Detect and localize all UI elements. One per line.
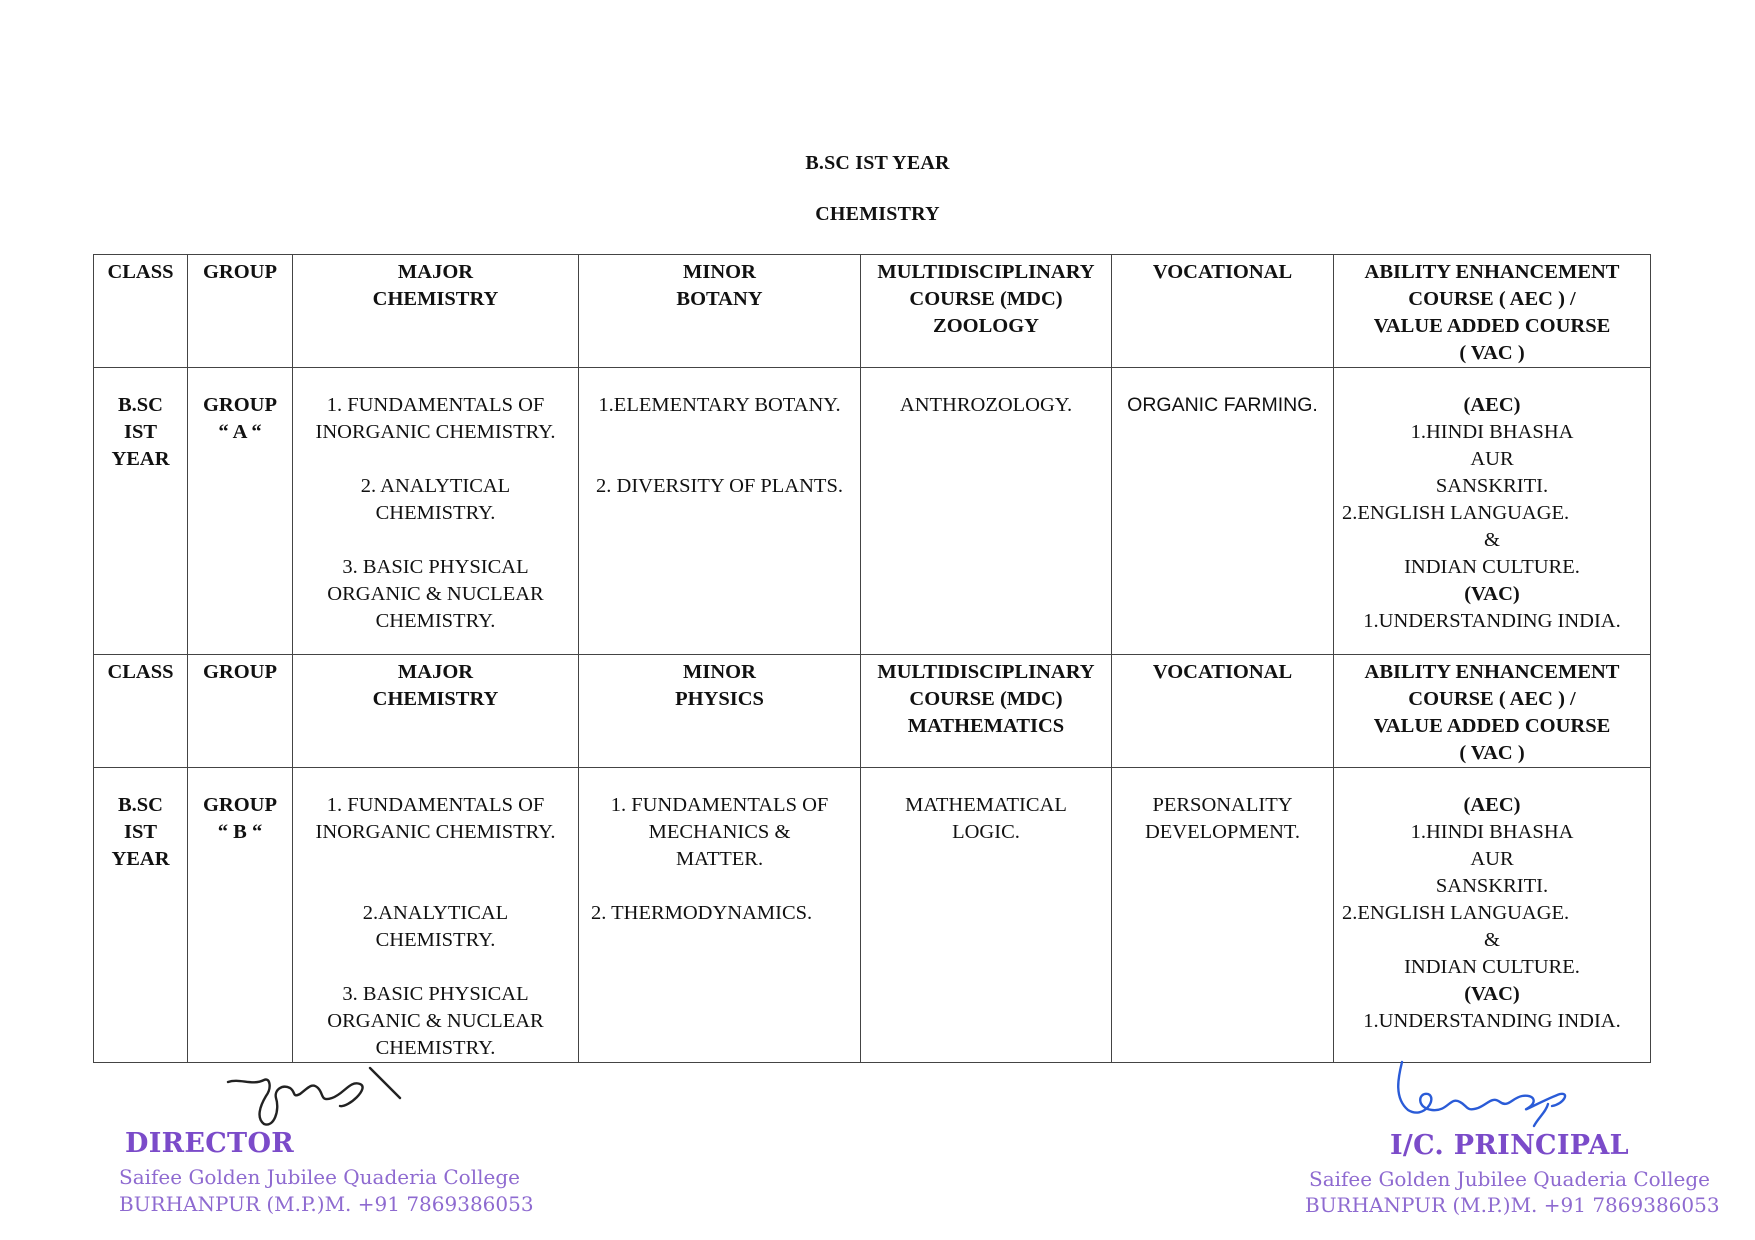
group-cell: GROUP “ A “: [188, 368, 293, 655]
header-class: CLASS: [94, 655, 188, 768]
header-aec-vac: ABILITY ENHANCEMENT COURSE ( AEC ) / VALUE ADDED COURSE ( VAC ): [1334, 255, 1651, 368]
class-cell: B.SC IST YEAR: [94, 368, 188, 655]
major-courses-cell: 1. FUNDAMENTALS OF INORGANIC CHEMISTRY. 2. ANALYTICAL CHEMISTRY. 3. BASIC PHYSICAL ORGANIC & NUCLEAR CHEMISTRY.: [293, 368, 579, 655]
principal-title: I/C. PRINCIPAL: [1390, 1130, 1629, 1161]
director-address: BURHANPUR (M.P.)M. +91 7869386053: [119, 1192, 534, 1216]
header-major: MAJOR CHEMISTRY: [293, 655, 579, 768]
group-a-row: [94, 368, 1651, 655]
header-vocational: VOCATIONAL: [1112, 255, 1334, 368]
header-group: GROUP: [188, 655, 293, 768]
document-title: B.SC IST YEAR: [805, 152, 950, 174]
header-mdc: MULTIDISCIPLINARY COURSE (MDC) MATHEMATICS: [861, 655, 1112, 768]
header-class: CLASS: [94, 255, 188, 368]
aec-vac-courses-cell: (AEC) 1.HINDI BHASHA AUR SANSKRITI. 2.ENGLISH LANGUAGE. & INDIAN CULTURE. (VAC) 1.UNDERSTANDING INDIA.: [1334, 768, 1651, 1063]
header-mdc: MULTIDISCIPLINARY COURSE (MDC) ZOOLOGY: [861, 255, 1112, 368]
header-group: GROUP: [188, 255, 293, 368]
header-aec-vac: ABILITY ENHANCEMENT COURSE ( AEC ) / VALUE ADDED COURSE ( VAC ): [1334, 655, 1651, 768]
vocational-course-cell: PERSONALITY DEVELOPMENT.: [1112, 768, 1334, 1063]
group-b-row: [94, 768, 1651, 1063]
header-vocational: VOCATIONAL: [1112, 655, 1334, 768]
class-cell: B.SC IST YEAR: [94, 768, 188, 1063]
aec-vac-courses-cell: (AEC) 1.HINDI BHASHA AUR SANSKRITI. 2.ENGLISH LANGUAGE. & INDIAN CULTURE. (VAC) 1.UNDERSTANDING INDIA.: [1334, 368, 1651, 655]
principal-institution: Saifee Golden Jubilee Quaderia College: [1309, 1167, 1710, 1191]
director-signature-icon: [220, 1058, 410, 1138]
principal-signature-icon: [1388, 1058, 1578, 1128]
mdc-course-cell: ANTHROZOLOGY.: [861, 368, 1112, 655]
header-minor: MINOR PHYSICS: [579, 655, 861, 768]
group-b-header-row: [94, 655, 1651, 768]
header-minor: MINOR BOTANY: [579, 255, 861, 368]
major-courses-cell: 1. FUNDAMENTALS OF INORGANIC CHEMISTRY. 2.ANALYTICAL CHEMISTRY. 3. BASIC PHYSICAL ORGANIC & NUCLEAR CHEMISTRY.: [293, 768, 579, 1063]
director-institution: Saifee Golden Jubilee Quaderia College: [119, 1165, 520, 1189]
minor-courses-cell: 1.ELEMENTARY BOTANY. 2. DIVERSITY OF PLANTS.: [579, 368, 861, 655]
document-subject: CHEMISTRY: [815, 203, 940, 225]
director-title: DIRECTOR: [125, 1128, 295, 1159]
header-major: MAJOR CHEMISTRY: [293, 255, 579, 368]
principal-address: BURHANPUR (M.P.)M. +91 7869386053: [1305, 1193, 1720, 1217]
syllabus-table: [93, 254, 1651, 1063]
group-a-header-row: [94, 255, 1651, 368]
group-cell: GROUP “ B “: [188, 768, 293, 1063]
minor-courses-cell: 1. FUNDAMENTALS OF MECHANICS & MATTER. 2. THERMODYNAMICS.: [579, 768, 861, 1063]
mdc-course-cell: MATHEMATICAL LOGIC.: [861, 768, 1112, 1063]
vocational-course-cell: ORGANIC FARMING.: [1112, 368, 1334, 655]
